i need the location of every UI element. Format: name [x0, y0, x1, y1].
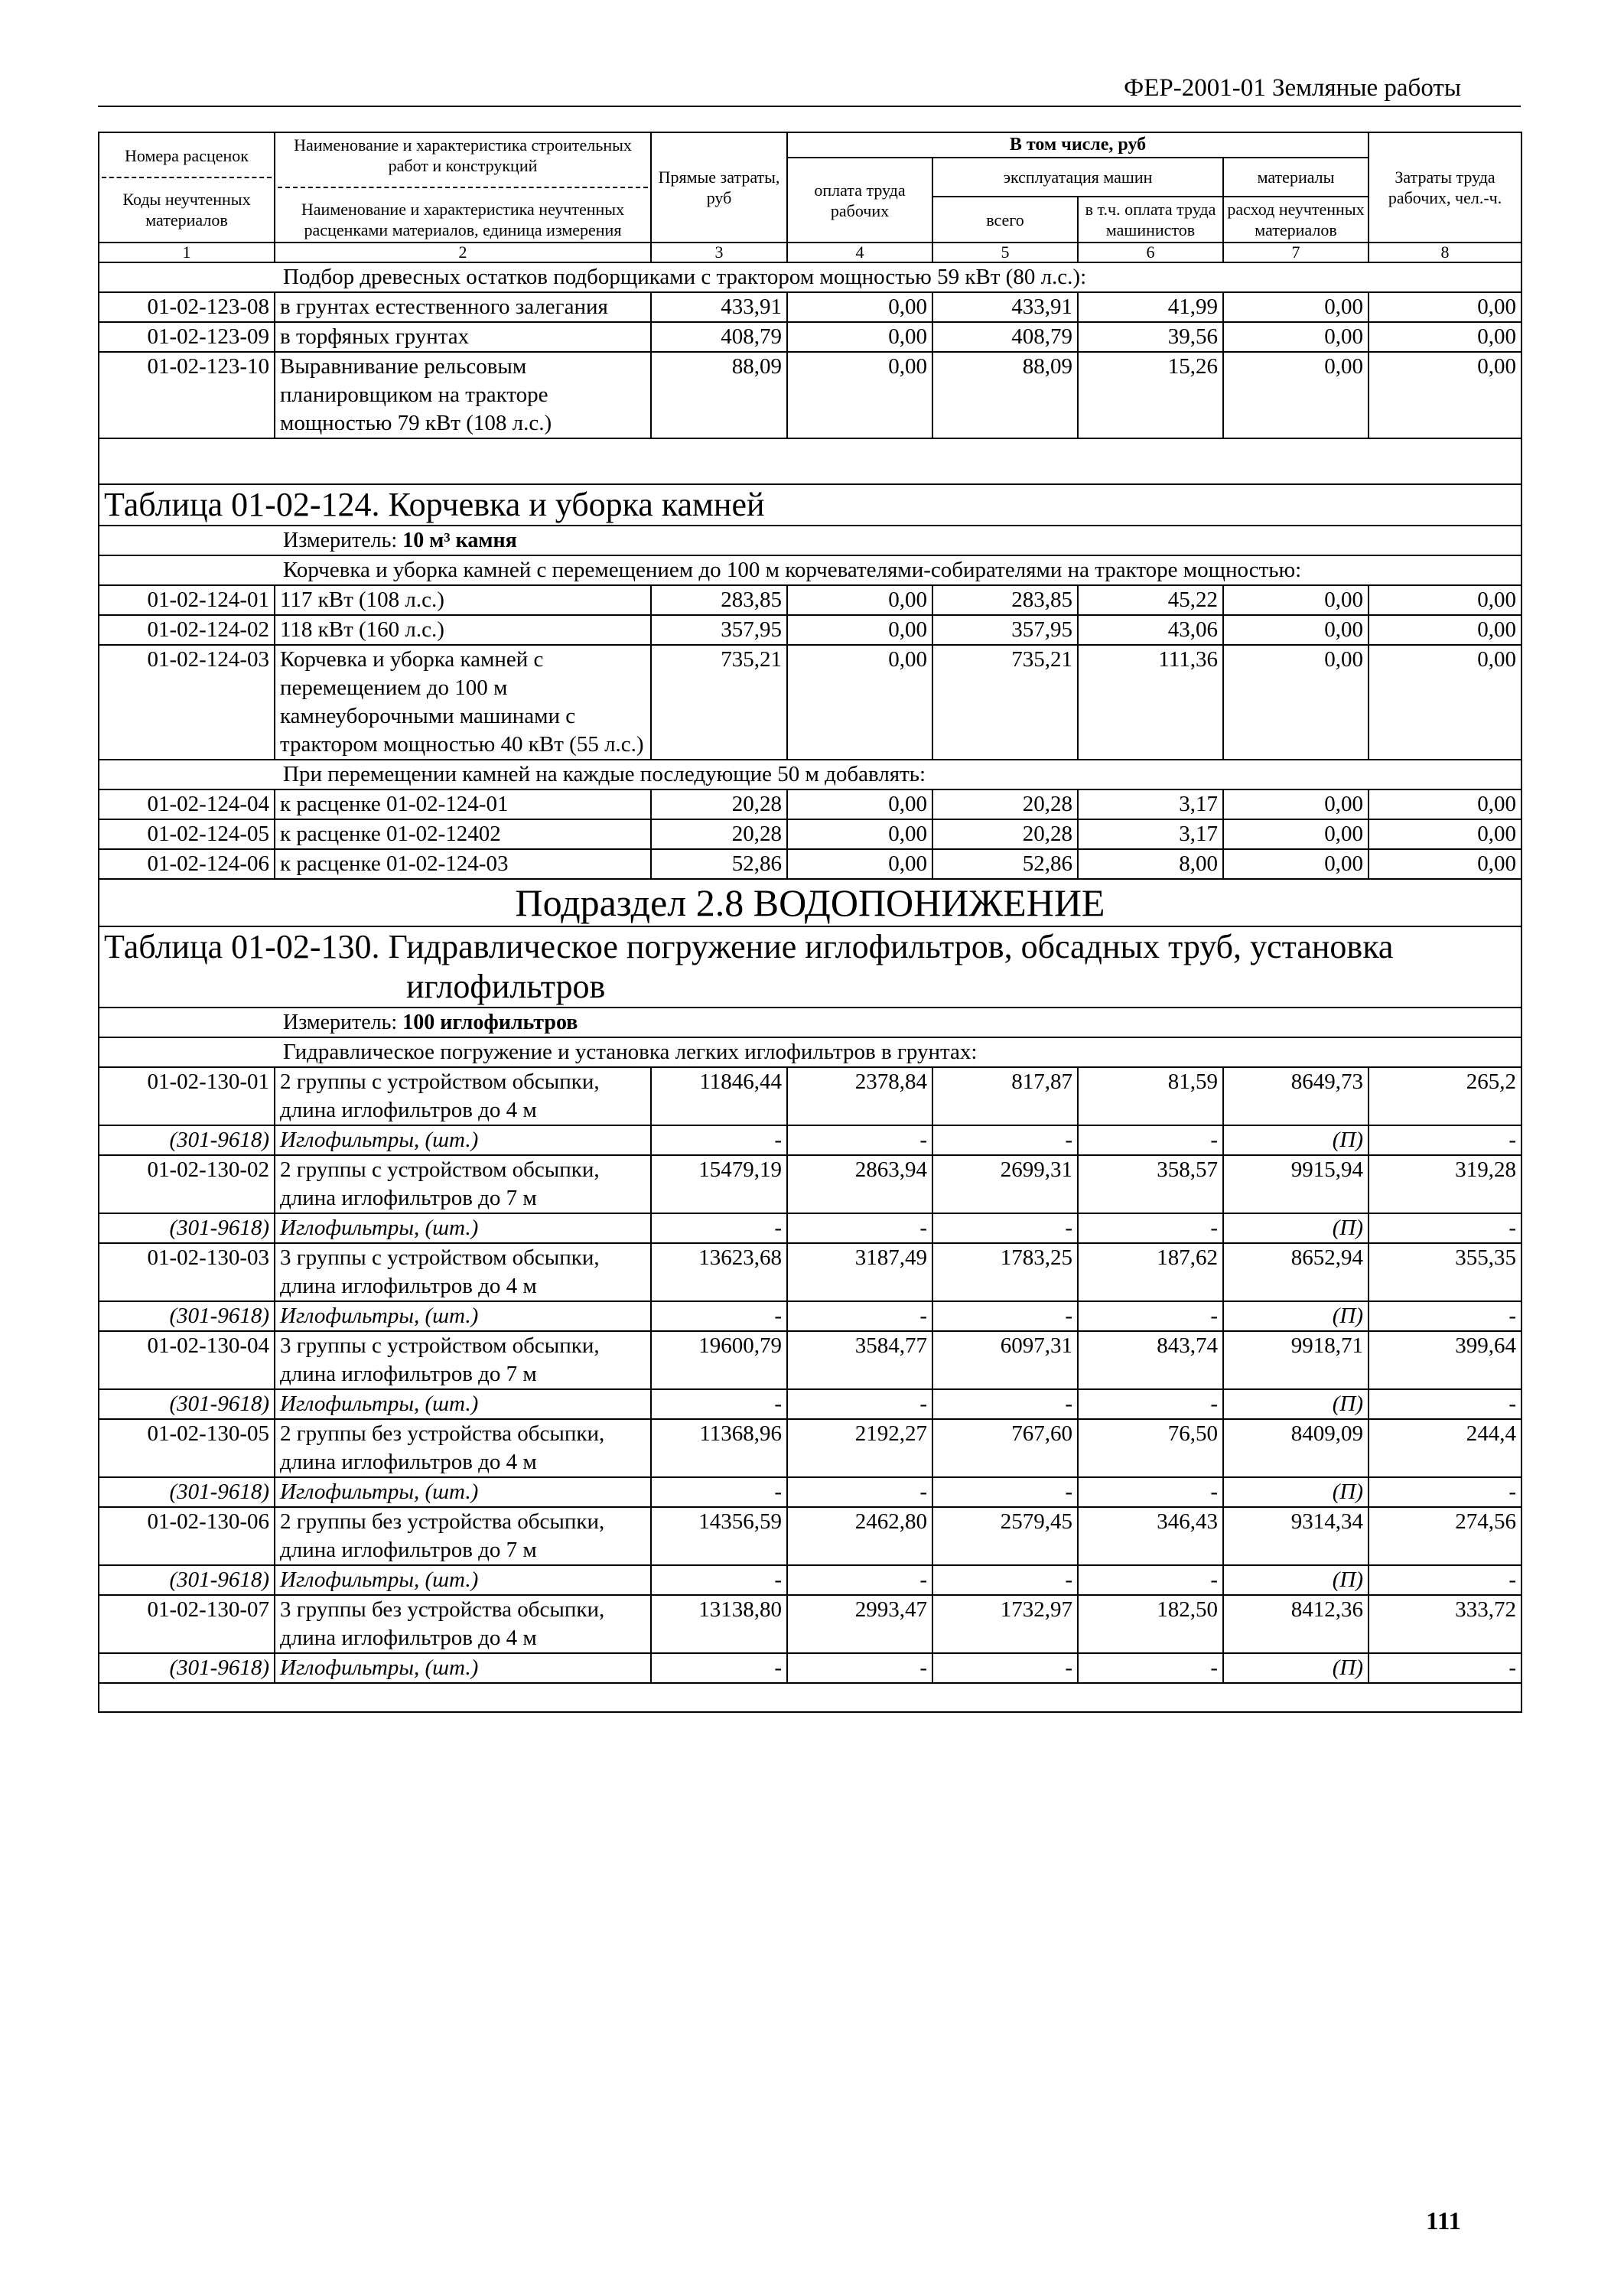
- rate-value: 0,00: [1223, 322, 1369, 352]
- material-row: [99, 1565, 1521, 1595]
- column-number: 6: [1078, 243, 1223, 262]
- material-dash: -: [1078, 1565, 1223, 1595]
- rate-name: 2 группы с устройством обсыпки, длина иглофильтров до 7 м: [275, 1155, 651, 1213]
- rate-value: 3584,77: [787, 1331, 932, 1389]
- rate-value: 8409,09: [1223, 1419, 1369, 1477]
- col-header-labor-cost: Затраты труда рабочих, чел.-ч.: [1369, 132, 1521, 243]
- rate-value: 319,28: [1369, 1155, 1521, 1213]
- rate-value: 43,06: [1078, 615, 1223, 645]
- rate-value: 355,35: [1369, 1243, 1521, 1301]
- rate-value: 14356,59: [651, 1507, 787, 1565]
- rate-name: Выравнивание рельсовым планировщиком на тракторе мощностью 79 кВт (108 л.с.): [275, 352, 651, 438]
- table-row: [99, 819, 1521, 849]
- rate-value: 399,64: [1369, 1331, 1521, 1389]
- group-title-row: [99, 262, 1521, 292]
- rate-value: 2462,80: [787, 1507, 932, 1565]
- rate-code: 01-02-124-06: [99, 849, 275, 879]
- group-title: Корчевка и уборка камней с перемещением до 100 м корчевателями-собирателями на тракторе мощностью:: [99, 555, 1521, 585]
- column-number: 2: [275, 243, 651, 262]
- rate-value: 81,59: [1078, 1067, 1223, 1125]
- material-dash: -: [787, 1653, 932, 1683]
- col-header-name: [275, 132, 651, 243]
- rate-value: 52,86: [651, 849, 787, 879]
- rate-value: 0,00: [1223, 615, 1369, 645]
- table-row: [99, 1507, 1521, 1565]
- table-row: [99, 352, 1521, 438]
- material-row: [99, 1213, 1521, 1243]
- rate-value: 265,2: [1369, 1067, 1521, 1125]
- spacer-row: [99, 1683, 1521, 1712]
- spacer-cell: [99, 1683, 1521, 1712]
- table-title: Таблица 01-02-124. Корчевка и уборка камней: [99, 484, 1521, 526]
- rate-value: 357,95: [651, 615, 787, 645]
- material-dash: -: [651, 1213, 787, 1243]
- rate-value: 0,00: [787, 789, 932, 819]
- material-dash: -: [1078, 1301, 1223, 1331]
- rate-value: 346,43: [1078, 1507, 1223, 1565]
- group-title: Гидравлическое погружение и установка легких иглофильтров в грунтах:: [99, 1037, 1521, 1067]
- material-unaccounted-mark: (П): [1223, 1301, 1369, 1331]
- col-header-machines-total: всего: [932, 197, 1078, 243]
- material-dash: -: [787, 1301, 932, 1331]
- rate-value: 0,00: [1369, 789, 1521, 819]
- rate-value: 1783,25: [932, 1243, 1078, 1301]
- rate-value: 0,00: [1223, 585, 1369, 615]
- section-title: Подраздел 2.8 ВОДОПОНИЖЕНИЕ: [99, 879, 1521, 926]
- rate-value: 408,79: [932, 322, 1078, 352]
- col-header-code-top: Номера расценок: [102, 145, 272, 178]
- table-title-line: Таблица 01-02-130. Гидравлическое погружение иглофильтров, обсадных труб, установка: [104, 928, 1394, 965]
- rate-value: 182,50: [1078, 1595, 1223, 1653]
- rate-value: 8412,36: [1223, 1595, 1369, 1653]
- material-dash: -: [932, 1653, 1078, 1683]
- material-dash: -: [1369, 1653, 1521, 1683]
- rate-code: 01-02-124-01: [99, 585, 275, 615]
- rate-value: 111,36: [1078, 645, 1223, 760]
- material-unaccounted-mark: (П): [1223, 1389, 1369, 1419]
- rate-name: 118 кВт (160 л.с.): [275, 615, 651, 645]
- table-row: [99, 585, 1521, 615]
- group-title-row: [99, 760, 1521, 789]
- rate-code: 01-02-123-09: [99, 322, 275, 352]
- table-title-row: [99, 926, 1521, 1008]
- rate-value: 433,91: [932, 292, 1078, 322]
- group-title-row: [99, 555, 1521, 585]
- rate-value: 0,00: [787, 819, 932, 849]
- rate-value: 0,00: [1223, 849, 1369, 879]
- rate-value: 283,85: [651, 585, 787, 615]
- material-name: Иглофильтры, (шт.): [275, 1477, 651, 1507]
- material-dash: -: [787, 1477, 932, 1507]
- rate-value: 2579,45: [932, 1507, 1078, 1565]
- rate-value: 1732,97: [932, 1595, 1078, 1653]
- rate-value: 9918,71: [1223, 1331, 1369, 1389]
- measure-value: 100 иглофильтров: [402, 1011, 578, 1034]
- rate-value: 283,85: [932, 585, 1078, 615]
- col-header-code-bottom: Коды неучтенных материалов: [122, 189, 251, 230]
- table-title: [99, 926, 1521, 1008]
- material-code: (301-9618): [99, 1565, 275, 1595]
- measure-row: [99, 1008, 1521, 1037]
- column-number: 7: [1223, 243, 1369, 262]
- column-numbers-row: [99, 243, 1521, 262]
- rate-value: 2378,84: [787, 1067, 932, 1125]
- table-row: [99, 1595, 1521, 1653]
- rate-name: 117 кВт (108 л.с.): [275, 585, 651, 615]
- group-title: Подбор древесных остатков подборщиками с трактором мощностью 59 кВт (80 л.с.):: [99, 262, 1521, 292]
- rate-code: 01-02-130-05: [99, 1419, 275, 1477]
- table-row: [99, 292, 1521, 322]
- col-header-direct: Прямые затраты, руб: [651, 132, 787, 243]
- rate-value: 11846,44: [651, 1067, 787, 1125]
- spacer-row: [99, 438, 1521, 484]
- rate-value: 2192,27: [787, 1419, 932, 1477]
- table-row: [99, 1331, 1521, 1389]
- material-code: (301-9618): [99, 1653, 275, 1683]
- material-code: (301-9618): [99, 1477, 275, 1507]
- rate-name: 2 группы с устройством обсыпки, длина иглофильтров до 4 м: [275, 1067, 651, 1125]
- material-unaccounted-mark: (П): [1223, 1213, 1369, 1243]
- rate-value: 52,86: [932, 849, 1078, 879]
- material-dash: -: [1369, 1301, 1521, 1331]
- rate-value: 0,00: [1369, 322, 1521, 352]
- rate-value: 817,87: [932, 1067, 1078, 1125]
- rate-value: 9915,94: [1223, 1155, 1369, 1213]
- rate-code: 01-02-124-03: [99, 645, 275, 760]
- col-header-name-top: Наименование и характеристика строительных работ и конструкций: [278, 135, 648, 188]
- table-row: [99, 1155, 1521, 1213]
- column-number: 1: [99, 243, 275, 262]
- group-title: При перемещении камней на каждые последующие 50 м добавлять:: [99, 760, 1521, 789]
- rate-value: 45,22: [1078, 585, 1223, 615]
- rate-code: 01-02-130-04: [99, 1331, 275, 1389]
- material-dash: -: [932, 1477, 1078, 1507]
- material-dash: -: [1078, 1389, 1223, 1419]
- rate-name: 3 группы без устройства обсыпки, длина иглофильтров до 4 м: [275, 1595, 651, 1653]
- rate-value: 8652,94: [1223, 1243, 1369, 1301]
- rate-value: 767,60: [932, 1419, 1078, 1477]
- rate-value: 408,79: [651, 322, 787, 352]
- rate-value: 735,21: [651, 645, 787, 760]
- material-code: (301-9618): [99, 1125, 275, 1155]
- rate-value: 0,00: [1369, 352, 1521, 438]
- rate-code: 01-02-130-06: [99, 1507, 275, 1565]
- table-body: [99, 262, 1521, 1712]
- rate-value: 15,26: [1078, 352, 1223, 438]
- table-row: [99, 322, 1521, 352]
- group-title-row: [99, 1037, 1521, 1067]
- col-header-name-bottom: Наименование и характеристика неучтенных расценками материалов, единица измерения: [301, 200, 625, 239]
- rate-value: 20,28: [932, 789, 1078, 819]
- rate-name: в грунтах естественного залегания: [275, 292, 651, 322]
- rate-name: к расценке 01-02-12402: [275, 819, 651, 849]
- rate-name: к расценке 01-02-124-01: [275, 789, 651, 819]
- rate-code: 01-02-130-03: [99, 1243, 275, 1301]
- rate-name: 2 группы без устройства обсыпки, длина иглофильтров до 4 м: [275, 1419, 651, 1477]
- rate-value: 20,28: [932, 819, 1078, 849]
- rate-value: 76,50: [1078, 1419, 1223, 1477]
- rate-value: 20,28: [651, 789, 787, 819]
- material-dash: -: [1369, 1213, 1521, 1243]
- rate-value: 3187,49: [787, 1243, 932, 1301]
- material-dash: -: [932, 1301, 1078, 1331]
- rate-value: 0,00: [1369, 645, 1521, 760]
- material-dash: -: [651, 1477, 787, 1507]
- material-dash: -: [1369, 1565, 1521, 1595]
- rate-code: 01-02-123-10: [99, 352, 275, 438]
- rate-value: 187,62: [1078, 1243, 1223, 1301]
- rate-value: 0,00: [787, 615, 932, 645]
- rate-code: 01-02-124-05: [99, 819, 275, 849]
- material-name: Иглофильтры, (шт.): [275, 1301, 651, 1331]
- rate-code: 01-02-123-08: [99, 292, 275, 322]
- measure-label: Измеритель:: [283, 1011, 398, 1034]
- table-row: [99, 645, 1521, 760]
- rate-code: 01-02-130-01: [99, 1067, 275, 1125]
- rate-code: 01-02-130-07: [99, 1595, 275, 1653]
- material-unaccounted-mark: (П): [1223, 1125, 1369, 1155]
- rate-value: 0,00: [787, 585, 932, 615]
- rate-code: 01-02-124-04: [99, 789, 275, 819]
- rate-value: 0,00: [787, 849, 932, 879]
- material-dash: -: [787, 1125, 932, 1155]
- material-name: Иглофильтры, (шт.): [275, 1389, 651, 1419]
- rate-value: 0,00: [1223, 645, 1369, 760]
- rate-value: 15479,19: [651, 1155, 787, 1213]
- material-dash: -: [651, 1125, 787, 1155]
- material-dash: -: [651, 1653, 787, 1683]
- col-header-materials-unacc: расход неучтенных материалов: [1223, 197, 1369, 243]
- material-dash: -: [1078, 1125, 1223, 1155]
- measure-value: 10 м³ камня: [402, 529, 517, 552]
- rate-name: 2 группы без устройства обсыпки, длина иглофильтров до 7 м: [275, 1507, 651, 1565]
- material-dash: -: [651, 1565, 787, 1595]
- rate-name: 3 группы с устройством обсыпки, длина иглофильтров до 4 м: [275, 1243, 651, 1301]
- material-row: [99, 1653, 1521, 1683]
- material-dash: -: [787, 1565, 932, 1595]
- header-rule: [98, 106, 1521, 107]
- rate-value: 433,91: [651, 292, 787, 322]
- rate-value: 0,00: [1369, 292, 1521, 322]
- material-code: (301-9618): [99, 1389, 275, 1419]
- rate-value: 0,00: [1223, 819, 1369, 849]
- rate-value: 0,00: [1369, 585, 1521, 615]
- material-unaccounted-mark: (П): [1223, 1477, 1369, 1507]
- rate-value: 41,99: [1078, 292, 1223, 322]
- col-header-machines: эксплуатация машин: [932, 158, 1223, 197]
- material-row: [99, 1389, 1521, 1419]
- rate-name: в торфяных грунтах: [275, 322, 651, 352]
- section-title-row: [99, 879, 1521, 926]
- rate-value: 3,17: [1078, 819, 1223, 849]
- rate-value: 0,00: [1369, 849, 1521, 879]
- rate-value: 843,74: [1078, 1331, 1223, 1389]
- rate-name: к расценке 01-02-124-03: [275, 849, 651, 879]
- rate-value: 0,00: [787, 645, 932, 760]
- column-number: 4: [787, 243, 932, 262]
- rate-value: 0,00: [787, 352, 932, 438]
- rate-value: 8,00: [1078, 849, 1223, 879]
- material-dash: -: [1369, 1477, 1521, 1507]
- table-title-line: иглофильтров: [406, 968, 606, 1005]
- material-name: Иглофильтры, (шт.): [275, 1653, 651, 1683]
- material-dash: -: [1078, 1653, 1223, 1683]
- rate-value: 13138,80: [651, 1595, 787, 1653]
- material-dash: -: [1369, 1125, 1521, 1155]
- col-header-incl: В том числе, руб: [787, 132, 1369, 158]
- material-dash: -: [1078, 1477, 1223, 1507]
- measure-label: Измеритель:: [283, 529, 398, 552]
- material-dash: -: [932, 1565, 1078, 1595]
- page-header: ФЕР-2001-01 Земляные работы: [1124, 74, 1461, 102]
- rate-value: 735,21: [932, 645, 1078, 760]
- rate-value: 20,28: [651, 819, 787, 849]
- table-row: [99, 1419, 1521, 1477]
- rate-value: 3,17: [1078, 789, 1223, 819]
- rate-value: 244,4: [1369, 1419, 1521, 1477]
- spacer-cell: [99, 438, 1521, 484]
- col-header-labor-pay: оплата труда рабочих: [787, 158, 932, 243]
- col-header-materials: материалы: [1223, 158, 1369, 197]
- rate-value: 0,00: [1369, 615, 1521, 645]
- material-name: Иглофильтры, (шт.): [275, 1213, 651, 1243]
- rate-value: 39,56: [1078, 322, 1223, 352]
- material-name: Иглофильтры, (шт.): [275, 1125, 651, 1155]
- material-dash: -: [787, 1213, 932, 1243]
- column-number: 5: [932, 243, 1078, 262]
- material-dash: -: [1369, 1389, 1521, 1419]
- rate-value: 0,00: [1369, 819, 1521, 849]
- material-dash: -: [932, 1125, 1078, 1155]
- rate-value: 88,09: [932, 352, 1078, 438]
- rate-value: 88,09: [651, 352, 787, 438]
- table-row: [99, 789, 1521, 819]
- material-dash: -: [932, 1213, 1078, 1243]
- material-code: (301-9618): [99, 1301, 275, 1331]
- material-row: [99, 1477, 1521, 1507]
- rate-code: 01-02-130-02: [99, 1155, 275, 1213]
- rate-name: Корчевка и уборка камней с перемещением до 100 м камнеуборочными машинами с трактором мощностью 40 кВт (55 л.с.): [275, 645, 651, 760]
- rate-value: 0,00: [1223, 352, 1369, 438]
- rate-value: 0,00: [1223, 292, 1369, 322]
- material-dash: -: [651, 1301, 787, 1331]
- table-title-row: [99, 484, 1521, 526]
- col-header-operators-pay: в т.ч. оплата труда машинистов: [1078, 197, 1223, 243]
- rate-value: 0,00: [1223, 789, 1369, 819]
- rate-value: 2863,94: [787, 1155, 932, 1213]
- column-number: 3: [651, 243, 787, 262]
- table-row: [99, 615, 1521, 645]
- rate-value: 357,95: [932, 615, 1078, 645]
- material-dash: -: [787, 1389, 932, 1419]
- rate-value: 333,72: [1369, 1595, 1521, 1653]
- page-number: 111: [1426, 2208, 1461, 2235]
- material-unaccounted-mark: (П): [1223, 1653, 1369, 1683]
- rate-value: 274,56: [1369, 1507, 1521, 1565]
- rate-value: 8649,73: [1223, 1067, 1369, 1125]
- rate-code: 01-02-124-02: [99, 615, 275, 645]
- rate-value: 13623,68: [651, 1243, 787, 1301]
- material-dash: -: [651, 1389, 787, 1419]
- material-dash: -: [1078, 1213, 1223, 1243]
- material-row: [99, 1301, 1521, 1331]
- col-header-code: [99, 132, 275, 243]
- rates-table: [98, 132, 1522, 1713]
- material-dash: -: [932, 1389, 1078, 1419]
- column-number: 8: [1369, 243, 1521, 262]
- table-row: [99, 849, 1521, 879]
- measure: [99, 1008, 1521, 1037]
- material-unaccounted-mark: (П): [1223, 1565, 1369, 1595]
- rate-value: 11368,96: [651, 1419, 787, 1477]
- rate-value: 358,57: [1078, 1155, 1223, 1213]
- material-name: Иглофильтры, (шт.): [275, 1565, 651, 1595]
- rate-value: 2699,31: [932, 1155, 1078, 1213]
- material-row: [99, 1125, 1521, 1155]
- rate-value: 0,00: [787, 292, 932, 322]
- measure: [99, 526, 1521, 555]
- rate-value: 2993,47: [787, 1595, 932, 1653]
- rate-value: 19600,79: [651, 1331, 787, 1389]
- rate-value: 0,00: [787, 322, 932, 352]
- table-row: [99, 1067, 1521, 1125]
- rate-value: 9314,34: [1223, 1507, 1369, 1565]
- rate-value: 6097,31: [932, 1331, 1078, 1389]
- rate-name: 3 группы с устройством обсыпки, длина иглофильтров до 7 м: [275, 1331, 651, 1389]
- material-code: (301-9618): [99, 1213, 275, 1243]
- measure-row: [99, 526, 1521, 555]
- table-row: [99, 1243, 1521, 1301]
